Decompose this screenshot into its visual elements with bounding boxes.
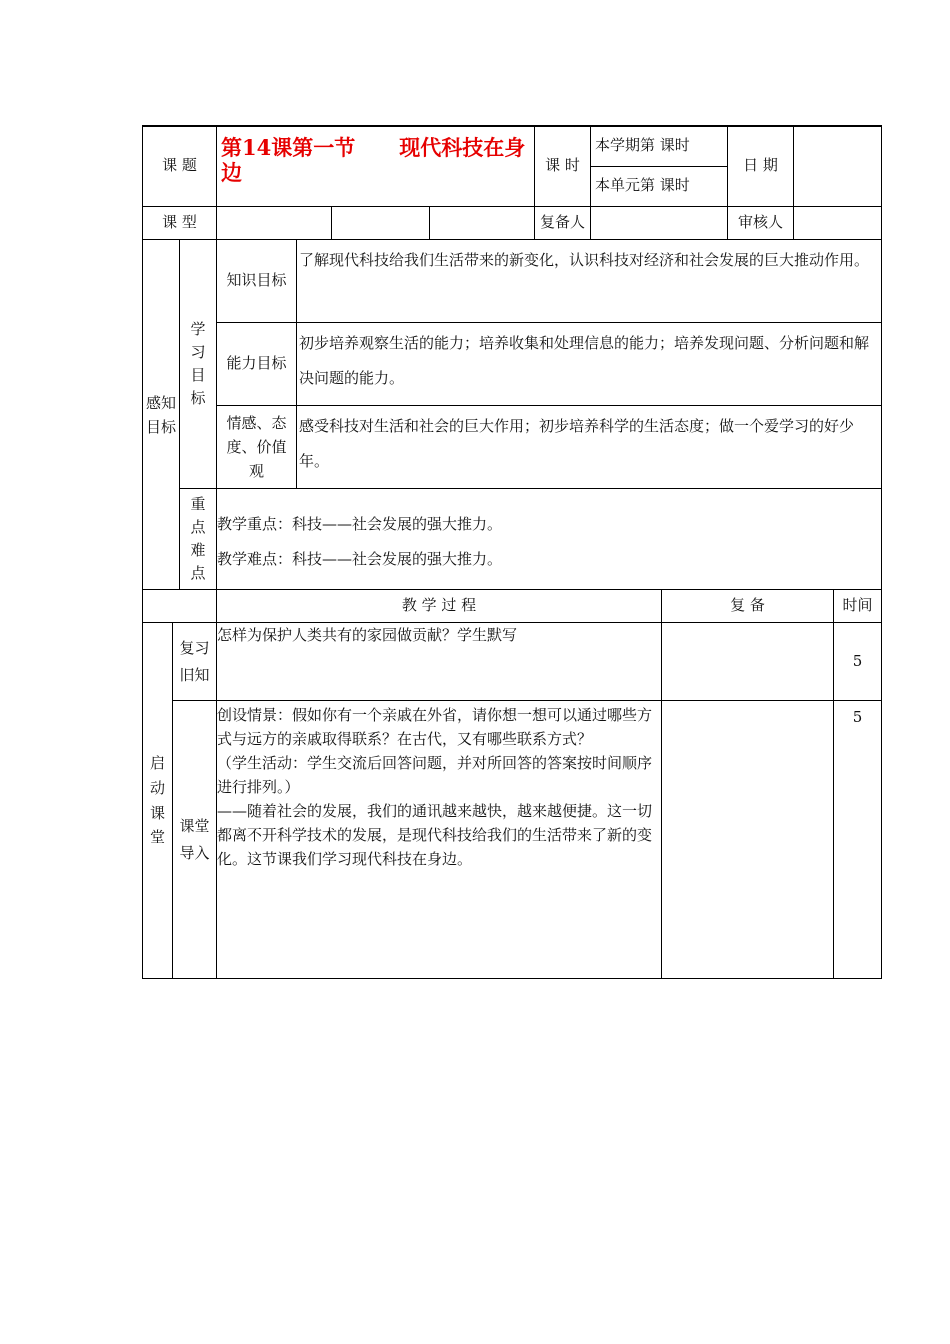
prep-label: 复备人 [535,206,591,239]
start-class-label: 启动课堂 [143,623,173,979]
review-text: 怎样为保护人类共有的家园做贡献？学生默写 [217,623,662,701]
type-cell-3 [430,206,535,239]
perception-goals-label: 感知目标 [143,240,180,590]
unit-period: 本单元第 课时 [591,166,728,206]
reviewer-label: 审核人 [728,206,794,239]
knowledge-goal-text: 了解现代科技给我们生活带来的新变化，认识科技对经济和社会发展的巨大推动作用。 [297,240,882,323]
intro-paragraph-1: 创设情景：假如你有一个亲戚在外省，请你想一想可以通过哪些方式与远方的亲戚取得联系？在古代，又有哪些联系方式？ [217,706,653,748]
lesson-title-part2: 现代科技在身边 [221,135,526,186]
date-label: 日 期 [728,126,794,206]
type-label: 课 型 [143,206,217,239]
lesson-title-part1: 第14课第一节 [221,135,356,160]
header-table [142,125,882,240]
key-difficult-content [217,489,882,590]
prep-value [591,206,728,239]
type-cell-2 [332,206,430,239]
intro-label: 课堂导入 [173,701,217,979]
intro-paragraph-3: ——随着社会的发展，我们的通讯越来越快，越来越便捷。这一切都离不开科学技术的发展，是现代科技给我们的生活带来了新的变化。这节课我们学习现代科技在身边。 [217,802,653,868]
review-prep [662,623,834,701]
learning-goals-label: 学习目标 [180,240,217,489]
process-header: 教 学 过 程 [217,590,662,623]
semester-period: 本学期第 课时 [591,126,728,166]
review-time: 5 [834,623,882,701]
goals-table [142,239,882,590]
review-label: 复习旧知 [173,623,217,701]
topic-label: 课 题 [143,126,217,206]
intro-prep [662,701,834,979]
intro-time: 5 [834,701,882,979]
period-label: 课 时 [535,126,591,206]
intro-text [217,701,662,979]
time-header: 时间 [834,590,882,623]
prep-header: 复 备 [662,590,834,623]
date-value [794,126,882,206]
emotion-goal-label: 情感、态度、价值观 [217,406,297,489]
process-table [142,589,882,979]
intro-paragraph-2: （学生活动：学生交流后回答问题，并对所回答的答案按时间顺序进行排列。） [217,754,653,796]
ability-goal-text: 初步培养观察生活的能力；培养收集和处理信息的能力；培养发现问题、分析问题和解决问题的能力。 [297,323,882,406]
type-cell-1 [217,206,332,239]
reviewer-value [794,206,882,239]
emotion-goal-text: 感受科技对生活和社会的巨大作用；初步培养科学的生活态度；做一个爱学习的好少年。 [297,406,882,489]
process-header-blank [143,590,217,623]
key-point: 教学重点：科技——社会发展的强大推力。 [217,515,503,533]
key-difficult-label: 重点难点 [180,489,217,590]
lesson-title [217,126,535,206]
knowledge-goal-label: 知识目标 [217,240,297,323]
ability-goal-label: 能力目标 [217,323,297,406]
difficult-point: 教学难点：科技——社会发展的强大推力。 [217,549,503,568]
